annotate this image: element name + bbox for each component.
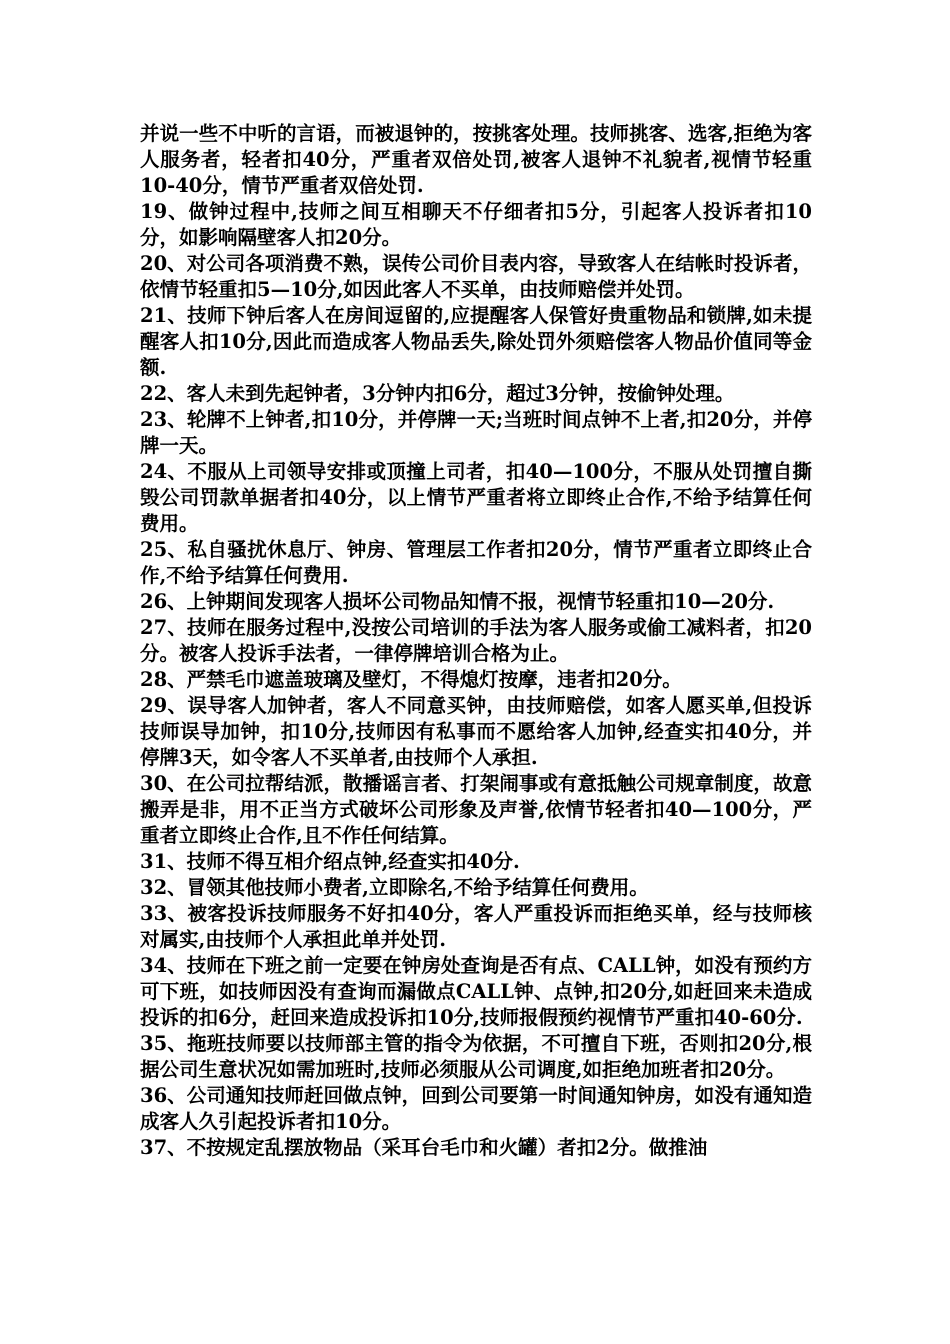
paragraph-rule-30: 30、在公司拉帮结派，散播谣言者、打架闹事或有意抵触公司规章制度，故意搬弄是非，用不正当方式破坏公司形象及声誉,依情节轻者扣40—100分，严重者立即终止合作,且不作任何结算。 bbox=[140, 772, 812, 847]
paragraph-rule-19: 19、做钟过程中,技师之间互相聊天不仔细者扣5分，引起客人投诉者扣10分，如影响隔壁客人扣20分。 bbox=[140, 200, 812, 249]
paragraph-rule-20: 20、对公司各项消费不熟，误传公司价目表内容，导致客人在结帐时投诉者，依情节轻重扣5—10分,如因此客人不买单，由技师赔偿并处罚。 bbox=[140, 252, 812, 301]
paragraph-rule-23: 23、轮牌不上钟者,扣10分，并停牌一天;当班时间点钟不上者,扣20分，并停牌一天。 bbox=[140, 408, 812, 457]
paragraph-rule-31: 31、技师不得互相介绍点钟,经查实扣40分. bbox=[140, 850, 520, 873]
paragraph-rule-27: 27、技师在服务过程中,没按公司培训的手法为客人服务或偷工减料者，扣20分。被客人投诉手法者，一律停牌培训合格为止。 bbox=[140, 616, 812, 665]
paragraph-rule-24: 24、不服从上司领导安排或顶撞上司者，扣40—100分，不服从处罚擅自撕毁公司罚款单据者扣40分，以上情节严重者将立即终止合作,不给予结算任何费用。 bbox=[140, 460, 812, 535]
paragraph-rule-26: 26、上钟期间发现客人损坏公司物品知情不报，视情节轻重扣10—20分. bbox=[140, 590, 775, 613]
document-body bbox=[140, 121, 812, 1161]
paragraph-rule-22: 22、客人未到先起钟者，3分钟内扣6分，超过3分钟，按偷钟处理。 bbox=[140, 382, 735, 405]
paragraph-continuation: 并说一些不中听的言语，而被退钟的，按挑客处理。技师挑客、选客,拒绝为客人服务者，轻者扣40分，严重者双倍处罚,被客人退钟不礼貌者,视情节轻重10-40分，情节严重者双倍处罚. bbox=[140, 122, 812, 197]
paragraph-rule-25: 25、私自骚扰休息厅、钟房、管理层工作者扣20分，情节严重者立即终止合作,不给予结算任何费用. bbox=[140, 538, 812, 587]
paragraph-rule-21: 21、技师下钟后客人在房间逗留的,应提醒客人保管好贵重物品和锁牌,如未提醒客人扣10分,因此而造成客人物品丢失,除处罚外须赔偿客人物品价值同等金额. bbox=[140, 304, 812, 379]
paragraph-rule-29: 29、误导客人加钟者，客人不同意买钟，由技师赔偿，如客人愿买单,但投诉技师误导加钟，扣10分,技师因有私事而不愿给客人加钟,经查实扣40分，并停牌3天，如令客人不买单者,由技师个人承担. bbox=[140, 694, 812, 769]
paragraph-rule-32: 32、冒领其他技师小费者,立即除名,不给予结算任何费用。 bbox=[140, 876, 649, 899]
paragraph-rule-35: 35、拖班技师要以技师部主管的指令为依据，不可擅自下班，否则扣20分,根据公司生意状况如需加班时,技师必须服从公司调度,如拒绝加班者扣20分。 bbox=[140, 1032, 812, 1081]
paragraph-rule-37: 37、不按规定乱摆放物品（采耳台毛巾和火罐）者扣2分。做推油 bbox=[140, 1136, 708, 1159]
paragraph-rule-34: 34、技师在下班之前一定要在钟房处查询是否有点、CALL钟，如没有预约方可下班，如技师因没有查询而漏做点CALL钟、点钟,扣20分,如赶回来未造成投诉的扣6分，赶回来造成投诉扣10分,技师报假预约视情节严重扣40-60分. bbox=[140, 954, 812, 1029]
paragraph-rule-28: 28、严禁毛巾遮盖玻璃及壁灯，不得熄灯按摩，违者扣20分。 bbox=[140, 668, 682, 691]
paragraph-rule-36: 36、公司通知技师赶回做点钟，回到公司要第一时间通知钟房，如没有通知造成客人久引起投诉者扣10分。 bbox=[140, 1084, 812, 1133]
paragraph-rule-33: 33、被客投诉技师服务不好扣40分，客人严重投诉而拒绝买单，经与技师核对属实,由技师个人承担此单并处罚. bbox=[140, 902, 812, 951]
